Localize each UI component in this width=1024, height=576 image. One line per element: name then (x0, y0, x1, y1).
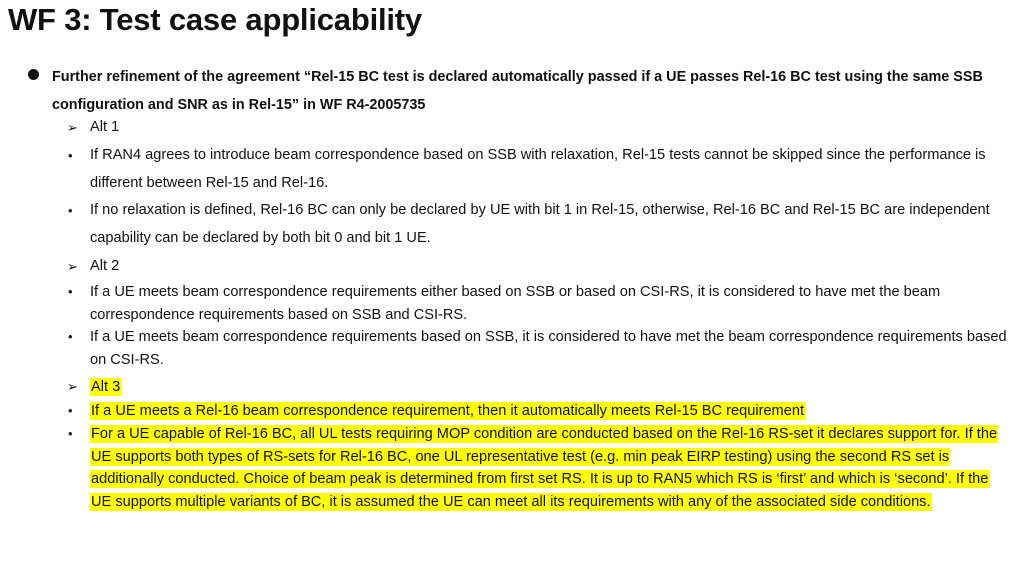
alt1-label: Alt 1 (90, 119, 120, 135)
alt3-bullet-1 (68, 400, 1010, 423)
alt1-bullet-2-text: If no relaxation is defined, Rel-16 BC can only be declared by UE with bit 1 in Rel-15, otherwise, Rel-16 BC and Rel-15 BC are independent capability can be declared by both bit 0 and bit 1 UE. (90, 202, 990, 246)
main-bullet-text: Further refinement of the agreement “Rel-15 BC test is declared automatically passed if a UE passes Rel-16 BC test using the same SSB configuration and SNR as in Rel-15” in WF R4-2005735 (52, 69, 983, 113)
alt2-bullet-2 (68, 326, 1010, 371)
bullet-dot-icon (28, 69, 39, 80)
alt2-bullet-1-text: If a UE meets beam correspondence requirements either based on SSB or based on CSI-RS, it is considered to have met the beam correspondence requirements based on SSB and CSI-RS. (90, 284, 941, 323)
slide-title: WF 3: Test case applicability (8, 2, 422, 37)
alt2-label: Alt 2 (90, 258, 120, 274)
bullet-icon: • (68, 403, 73, 418)
bullet-icon: • (68, 426, 73, 441)
bullet-icon: • (68, 203, 73, 218)
alt3-bullet-1-text: If a UE meets a Rel-16 beam correspondence requirement, then it automatically meets Rel-15 BC requirement (91, 403, 804, 419)
arrow-bullet-icon: ➢ (67, 379, 78, 394)
alt1-bullet-1-text: If RAN4 agrees to introduce beam correspondence based on SSB with relaxation, Rel-15 tests cannot be skipped since the performance is different between Rel-15 and Rel-16. (90, 147, 986, 191)
alt3-heading (67, 376, 1010, 399)
main-bullet (26, 64, 1006, 119)
alt1-bullet-1 (68, 142, 1010, 197)
bullet-icon: • (68, 329, 73, 344)
alt2-heading (67, 253, 1010, 281)
bullet-icon: • (68, 148, 73, 163)
alt3-bullet-2-text: For a UE capable of Rel-16 BC, all UL tests requiring MOP condition are conducted based on the Rel-16 RS-set it declares support for. If the UE supports both types of RS-sets for Rel-16 BC, one UL representative test (e.g. min peak EIRP testing) using the second RS set is additionally conducted. Choice of beam peak is determined from first set RS. It is up to RAN5 which RS is ‘first’ and which is ‘second’. If the UE supports multiple variants of BC, it is assumed the UE can meet all its requirements with any of the associated side conditions. (91, 426, 998, 510)
arrow-bullet-icon: ➢ (67, 259, 78, 274)
bullet-icon: • (68, 284, 73, 299)
arrow-bullet-icon: ➢ (67, 120, 78, 135)
alt1-bullet-2 (68, 197, 1010, 252)
alt2-bullet-1 (68, 281, 1010, 326)
alt3-label: Alt 3 (91, 379, 121, 395)
alt2-bullet-2-text: If a UE meets beam correspondence requirements based on SSB, it is considered to have met the beam correspondence requirements based on CSI-RS. (90, 329, 1007, 368)
alt3-bullet-2 (68, 423, 1010, 513)
alt1-heading (67, 114, 1010, 142)
